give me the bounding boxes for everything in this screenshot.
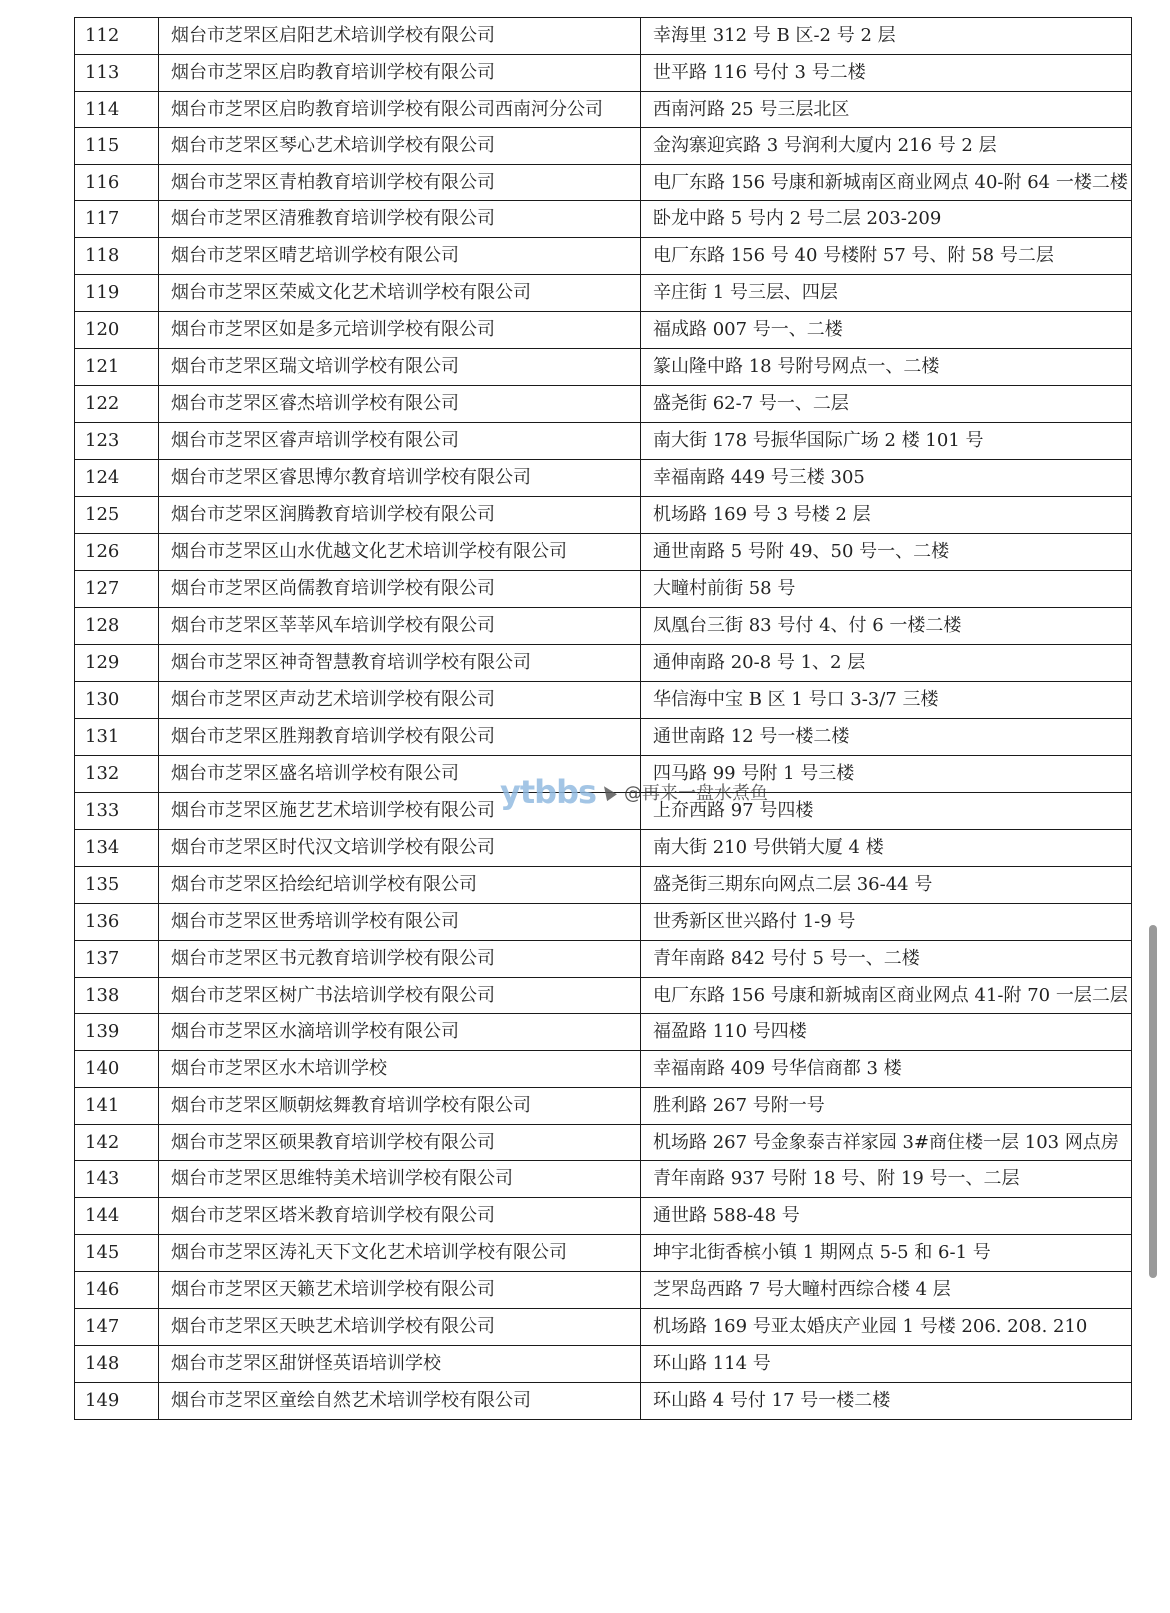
- school-name: 烟台市芝罘区水木培训学校: [159, 1051, 641, 1088]
- table-row: [75, 1383, 1132, 1420]
- school-name: 烟台市芝罘区施艺艺术培训学校有限公司: [159, 793, 641, 830]
- school-name: 烟台市芝罘区甜饼怪英语培训学校: [159, 1346, 641, 1383]
- school-address: 盛尧街 62-7 号一、二层: [641, 386, 1132, 423]
- school-address: 电厂东路 156 号 40 号楼附 57 号、附 58 号二层: [641, 238, 1132, 275]
- row-number: 138: [75, 978, 159, 1014]
- table-row: [75, 460, 1132, 497]
- row-number: 141: [75, 1088, 159, 1125]
- table-row: [75, 1235, 1132, 1272]
- row-number: 118: [75, 238, 159, 275]
- school-name: 烟台市芝罘区树广书法培训学校有限公司: [159, 978, 641, 1014]
- school-name: 烟台市芝罘区启昀教育培训学校有限公司西南河分公司: [159, 92, 641, 128]
- school-name: 烟台市芝罘区启阳艺术培训学校有限公司: [159, 18, 641, 55]
- table-row: [75, 1309, 1132, 1346]
- row-number: 124: [75, 460, 159, 497]
- table-row: [75, 1014, 1132, 1051]
- row-number: 116: [75, 165, 159, 201]
- row-number: 135: [75, 867, 159, 904]
- row-number: 137: [75, 941, 159, 978]
- table-row: [75, 497, 1132, 534]
- school-name: 烟台市芝罘区荣威文化艺术培训学校有限公司: [159, 275, 641, 312]
- school-address: 电厂东路 156 号康和新城南区商业网点 41-附 70 一层二层: [641, 978, 1132, 1014]
- school-address: 幸海里 312 号 B 区-2 号 2 层: [641, 18, 1132, 55]
- school-name: 烟台市芝罘区天映艺术培训学校有限公司: [159, 1309, 641, 1346]
- school-name: 烟台市芝罘区睿思博尔教育培训学校有限公司: [159, 460, 641, 497]
- watermark-handle: @再来一盘水煮鱼: [624, 783, 769, 804]
- school-address: 幸福南路 449 号三楼 305: [641, 460, 1132, 497]
- row-number: 127: [75, 571, 159, 608]
- school-name: 烟台市芝罘区润腾教育培训学校有限公司: [159, 497, 641, 534]
- scrollbar[interactable]: [1149, 925, 1157, 1278]
- table-row: [75, 1198, 1132, 1235]
- row-number: 133: [75, 793, 159, 830]
- row-number: 132: [75, 756, 159, 793]
- school-address: 卧龙中路 5 号内 2 号二层 203-209: [641, 201, 1132, 238]
- school-address: 青年南路 937 号附 18 号、附 19 号一、二层: [641, 1161, 1132, 1198]
- ytbbs-logo: ytbbs: [500, 773, 597, 811]
- school-address: 环山路 114 号: [641, 1346, 1132, 1383]
- table-row: [75, 128, 1132, 165]
- school-name: 烟台市芝罘区涛礼天下文化艺术培训学校有限公司: [159, 1235, 641, 1272]
- row-number: 144: [75, 1198, 159, 1235]
- row-number: 126: [75, 534, 159, 571]
- school-name: 烟台市芝罘区时代汉文培训学校有限公司: [159, 830, 641, 867]
- school-address: 西南河路 25 号三层北区: [641, 92, 1132, 128]
- row-number: 131: [75, 719, 159, 756]
- table-row: [75, 1051, 1132, 1088]
- row-number: 146: [75, 1272, 159, 1309]
- school-address: 大疃村前街 58 号: [641, 571, 1132, 608]
- school-name: 烟台市芝罘区童绘自然艺术培训学校有限公司: [159, 1383, 641, 1420]
- school-address: 通伸南路 20-8 号 1、2 层: [641, 645, 1132, 682]
- school-address: 世秀新区世兴路付 1-9 号: [641, 904, 1132, 941]
- table-row: [75, 904, 1132, 941]
- school-address: 南大街 210 号供销大厦 4 楼: [641, 830, 1132, 867]
- table-row: [75, 645, 1132, 682]
- school-name: 烟台市芝罘区琴心艺术培训学校有限公司: [159, 128, 641, 165]
- school-name: 烟台市芝罘区天籁艺术培训学校有限公司: [159, 1272, 641, 1309]
- table-row: [75, 312, 1132, 349]
- school-name: 烟台市芝罘区书元教育培训学校有限公司: [159, 941, 641, 978]
- school-name: 烟台市芝罘区如是多元培训学校有限公司: [159, 312, 641, 349]
- table-row: [75, 978, 1132, 1014]
- school-name: 烟台市芝罘区水滴培训学校有限公司: [159, 1014, 641, 1051]
- school-name: 烟台市芝罘区盛名培训学校有限公司: [159, 756, 641, 793]
- row-number: 125: [75, 497, 159, 534]
- row-number: 129: [75, 645, 159, 682]
- row-number: 122: [75, 386, 159, 423]
- table-row: [75, 1272, 1132, 1309]
- table-row: [75, 867, 1132, 904]
- school-address: 坤宇北街香槟小镇 1 期网点 5-5 和 6-1 号: [641, 1235, 1132, 1272]
- school-address: 篆山隆中路 18 号附号网点一、二楼: [641, 349, 1132, 386]
- row-number: 119: [75, 275, 159, 312]
- row-number: 134: [75, 830, 159, 867]
- school-address: 青年南路 842 号付 5 号一、二楼: [641, 941, 1132, 978]
- school-name: 烟台市芝罘区莘莘风车培训学校有限公司: [159, 608, 641, 645]
- table-row: [75, 238, 1132, 275]
- training-school-table: [74, 17, 1132, 1420]
- table-row: [75, 349, 1132, 386]
- row-number: 112: [75, 18, 159, 55]
- row-number: 143: [75, 1161, 159, 1198]
- row-number: 136: [75, 904, 159, 941]
- table-row: [75, 608, 1132, 645]
- school-address: 通世路 588-48 号: [641, 1198, 1132, 1235]
- table-row: [75, 386, 1132, 423]
- school-address: 机场路 169 号亚太婚庆产业园 1 号楼 206. 208. 210: [641, 1309, 1132, 1346]
- table-row: [75, 534, 1132, 571]
- table-row: [75, 1125, 1132, 1161]
- cursor-icon: [599, 783, 617, 801]
- table-row: [75, 1088, 1132, 1125]
- row-number: 148: [75, 1346, 159, 1383]
- table-row: [75, 682, 1132, 719]
- row-number: 145: [75, 1235, 159, 1272]
- row-number: 140: [75, 1051, 159, 1088]
- school-address: 凤凰台三街 83 号付 4、付 6 一楼二楼: [641, 608, 1132, 645]
- school-address: 南大街 178 号振华国际广场 2 楼 101 号: [641, 423, 1132, 460]
- row-number: 128: [75, 608, 159, 645]
- school-address: 幸福南路 409 号华信商都 3 楼: [641, 1051, 1132, 1088]
- school-address: 盛尧街三期东向网点二层 36-44 号: [641, 867, 1132, 904]
- school-address: 通世南路 5 号附 49、50 号一、二楼: [641, 534, 1132, 571]
- school-address: 胜利路 267 号附一号: [641, 1088, 1132, 1125]
- school-name: 烟台市芝罘区顺朝炫舞教育培训学校有限公司: [159, 1088, 641, 1125]
- school-name: 烟台市芝罘区启昀教育培训学校有限公司: [159, 55, 641, 92]
- school-address: 四马路 99 号附 1 号三楼: [641, 756, 1132, 793]
- row-number: 113: [75, 55, 159, 92]
- row-number: 114: [75, 92, 159, 128]
- table-row: [75, 275, 1132, 312]
- school-address: 福成路 007 号一、二楼: [641, 312, 1132, 349]
- table-row: [75, 165, 1132, 201]
- table-row: [75, 55, 1132, 92]
- table-row: [75, 719, 1132, 756]
- school-address: 金沟寨迎宾路 3 号润利大厦内 216 号 2 层: [641, 128, 1132, 165]
- school-address: 世平路 116 号付 3 号二楼: [641, 55, 1132, 92]
- school-name: 烟台市芝罘区睿杰培训学校有限公司: [159, 386, 641, 423]
- school-name: 烟台市芝罘区睿声培训学校有限公司: [159, 423, 641, 460]
- school-name: 烟台市芝罘区世秀培训学校有限公司: [159, 904, 641, 941]
- school-name: 烟台市芝罘区清雅教育培训学校有限公司: [159, 201, 641, 238]
- school-name: 烟台市芝罘区拾绘纪培训学校有限公司: [159, 867, 641, 904]
- row-number: 142: [75, 1125, 159, 1161]
- row-number: 117: [75, 201, 159, 238]
- school-name: 烟台市芝罘区青柏教育培训学校有限公司: [159, 165, 641, 201]
- row-number: 115: [75, 128, 159, 165]
- row-number: 130: [75, 682, 159, 719]
- school-address: 环山路 4 号付 17 号一楼二楼: [641, 1383, 1132, 1420]
- school-address: 机场路 169 号 3 号楼 2 层: [641, 497, 1132, 534]
- row-number: 123: [75, 423, 159, 460]
- school-address: 福盈路 110 号四楼: [641, 1014, 1132, 1051]
- school-address: 芝罘岛西路 7 号大疃村西综合楼 4 层: [641, 1272, 1132, 1309]
- row-number: 149: [75, 1383, 159, 1420]
- school-name: 烟台市芝罘区胜翔教育培训学校有限公司: [159, 719, 641, 756]
- row-number: 121: [75, 349, 159, 386]
- school-address: 华信海中宝 B 区 1 号口 3-3/7 三楼: [641, 682, 1132, 719]
- school-name: 烟台市芝罘区塔米教育培训学校有限公司: [159, 1198, 641, 1235]
- table-row: [75, 92, 1132, 128]
- school-name: 烟台市芝罘区尚儒教育培训学校有限公司: [159, 571, 641, 608]
- school-name: 烟台市芝罘区思维特美术培训学校有限公司: [159, 1161, 641, 1198]
- school-name: 烟台市芝罘区瑞文培训学校有限公司: [159, 349, 641, 386]
- school-address: 电厂东路 156 号康和新城南区商业网点 40-附 64 一楼二楼: [641, 165, 1132, 201]
- table-row: [75, 201, 1132, 238]
- table-row: [75, 423, 1132, 460]
- watermark: [500, 772, 768, 812]
- school-name: 烟台市芝罘区晴艺培训学校有限公司: [159, 238, 641, 275]
- school-address: 机场路 267 号金象泰吉祥家园 3#商住楼一层 103 网点房: [641, 1125, 1132, 1161]
- school-address: 通世南路 12 号一楼二楼: [641, 719, 1132, 756]
- school-address: 上夼西路 97 号四楼: [641, 793, 1132, 830]
- table-row: [75, 1346, 1132, 1383]
- table-row: [75, 18, 1132, 55]
- row-number: 120: [75, 312, 159, 349]
- table-row: [75, 1161, 1132, 1198]
- table-row: [75, 830, 1132, 867]
- school-name: 烟台市芝罘区硕果教育培训学校有限公司: [159, 1125, 641, 1161]
- school-name: 烟台市芝罘区山水优越文化艺术培训学校有限公司: [159, 534, 641, 571]
- school-address: 辛庄街 1 号三层、四层: [641, 275, 1132, 312]
- row-number: 147: [75, 1309, 159, 1346]
- school-name: 烟台市芝罘区声动艺术培训学校有限公司: [159, 682, 641, 719]
- table-row: [75, 941, 1132, 978]
- table-row: [75, 571, 1132, 608]
- row-number: 139: [75, 1014, 159, 1051]
- school-name: 烟台市芝罘区神奇智慧教育培训学校有限公司: [159, 645, 641, 682]
